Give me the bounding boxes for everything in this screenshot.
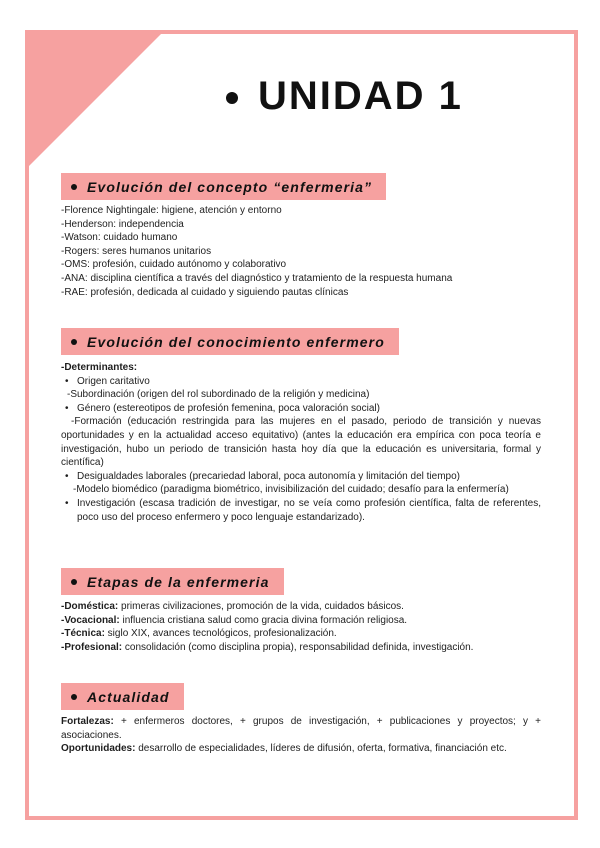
list-item: • Desigualdades laborales (precariedad laboral, poca autonomía y limitación del tiempo) xyxy=(61,470,541,484)
corner-decoration xyxy=(25,30,165,170)
list-item: -Profesional: consolidación (como disciplina propia), responsabilidad definida, investigación. xyxy=(61,641,474,653)
list-item: -Formación (educación restringida para las mujeres en el pasado, periodo de transición y nuevas oportunidades y en la actualidad acceso equitativo) (antes la educación era empírica con poca teoría e investigación, hubo un periodo de transición hasta hoy día que la educación es universitaria, formal y científica) xyxy=(61,416,541,469)
bullet-icon xyxy=(71,339,77,345)
list-item: -Subordinación (origen del rol subordinado de la religión y medicina) xyxy=(67,389,370,401)
section-heading-current: Actualidad xyxy=(61,683,184,710)
section-heading-stages: Etapas de la enfermeria xyxy=(61,568,284,595)
knowledge-list xyxy=(61,361,541,524)
list-item: -Doméstica: primeras civilizaciones, promoción de la vida, cuidados básicos. xyxy=(61,601,404,612)
list-item: -Técnica: siglo XIX, avances tecnológicos, profesionalización. xyxy=(61,628,337,640)
list-item: Fortalezas: + enfermeros doctores, + grupos de investigación, + publicaciones y proyectos; y + asociaciones. xyxy=(61,716,541,741)
list-item: -Rogers: seres humanos unitarios xyxy=(61,245,212,257)
list-item: -Watson: cuidado humano xyxy=(61,232,178,244)
list-item: • Investigación (escasa tradición de investigar, no se veía como profesión científica, falta de referentes, poco uso del proceso enfermero y poco lenguaje estandarizado). xyxy=(61,497,541,524)
page-title: UNIDAD 1 xyxy=(226,68,463,124)
bullet-icon xyxy=(71,579,77,585)
current-list xyxy=(61,715,541,756)
list-item: -OMS: profesión, cuidado autónomo y colaborativo xyxy=(61,259,287,271)
list-item: Oportunidades: desarrollo de especialidades, líderes de difusión, oferta, formativa, financiación etc. xyxy=(61,743,507,755)
list-item: -Vocacional: influencia cristiana salud como gracia divina formación religiosa. xyxy=(61,614,408,626)
list-item: • Género (estereotipos de profesión femenina, poca valoración social) xyxy=(61,402,541,416)
section-heading-knowledge: Evolución del conocimiento enfermero xyxy=(61,328,399,355)
list-item: -ANA: disciplina científica a través del diagnóstico y tratamiento de la respuesta humana xyxy=(61,272,453,284)
list-item: • Origen caritativo xyxy=(61,375,541,389)
list-item: -Florence Nightingale: higiene, atención y entorno xyxy=(61,205,282,216)
section-heading-concept: Evolución del concepto “enfermeria” xyxy=(61,173,386,200)
bullet-icon xyxy=(71,694,77,700)
title-bullet-icon xyxy=(226,92,238,104)
determinants-label: -Determinantes: xyxy=(61,362,138,373)
concept-list xyxy=(61,204,541,299)
list-item: -Modelo biomédico (paradigma biométrico, invisibilización del cuidado; desafío para la enfermería) xyxy=(73,484,509,496)
stages-list xyxy=(61,600,541,654)
list-item: -Henderson: independencia xyxy=(61,218,184,230)
list-item: -RAE: profesión, dedicada al cuidado y siguiendo pautas clínicas xyxy=(61,286,349,298)
bullet-icon xyxy=(71,184,77,190)
